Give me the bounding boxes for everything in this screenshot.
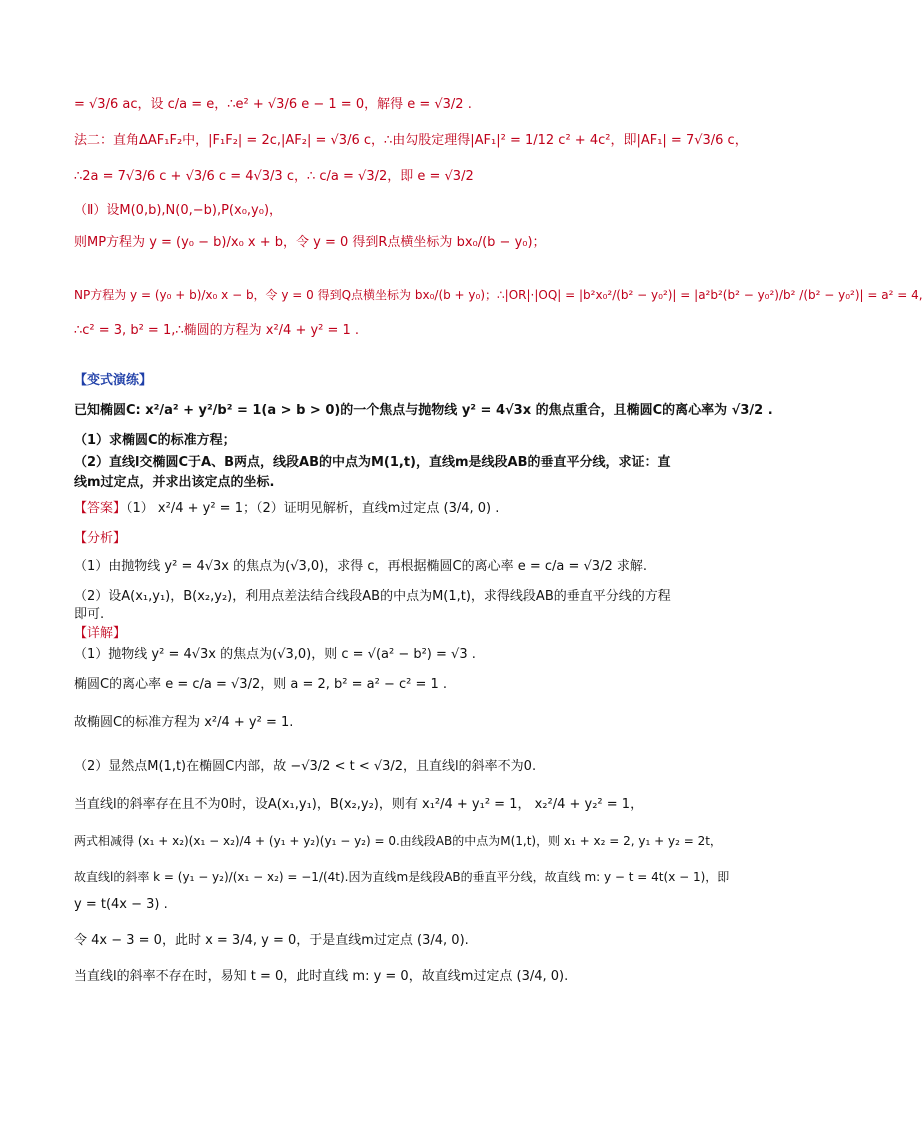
problem-q1: （1）求椭圆C的标准方程； — [74, 433, 236, 448]
variant-heading: 【变式演练】 — [74, 373, 153, 388]
analysis-tag: 【分析】 — [74, 531, 127, 546]
detail-5: 当直线l的斜率存在且不为0时，设A(x₁,y₁)，B(x₂,y₂)，则有 x₁²/4 + y₁² = 1， x₂²/4 + y₂² = 1， — [74, 797, 644, 812]
detail-4: （2）显然点M(1,t)在椭圆C内部，故 −√3/2 < t < √3/2，且直线l的斜率不为0. — [74, 759, 537, 774]
analysis-1: （1）由抛物线 y² = 4√3x 的焦点为(√3,0)，求得 c，再根据椭圆C的离心率 e = c/a = √3/2 求解. — [74, 559, 647, 574]
problem-line-1: 已知椭圆C: x²/a² + y²/b² = 1(a > b > 0)的一个焦点与抛物线 y² = 4√3x 的焦点重合，且椭圆C的离心率为 √3/2 . — [74, 403, 773, 418]
detail-9: 令 4x − 3 = 0，此时 x = 3/4, y = 0，于是直线m过定点 (3/4, 0). — [74, 933, 469, 948]
solution-line-3: ∴2a = 7√3/6 c + √3/6 c = 4√3/3 c，∴ c/a = √3/2，即 e = √3/2 — [74, 169, 474, 184]
solution-np-line: NP方程为 y = (y₀ + b)/x₀ x − b，令 y = 0 得到Q点横坐标为 bx₀/(b + y₀)；∴|OR|·|OQ| = |b²x₀²/(b² − y₀²)| = |a²b²(b² − y₀²)/b² /(b² − y₀²)| = a² = 4, — [74, 288, 923, 302]
problem-q2-line-2: 线m过定点，并求出该定点的坐标. — [74, 475, 275, 490]
solution-mp-line: 则MP方程为 y = (y₀ − b)/x₀ x + b，令 y = 0 得到R点横坐标为 bx₀/(b − y₀)； — [74, 235, 546, 250]
detail-3: 故椭圆C的标准方程为 x²/4 + y² = 1. — [74, 715, 294, 730]
solution-final-line: ∴c² = 3, b² = 1,∴椭圆的方程为 x²/4 + y² = 1 . — [74, 323, 360, 338]
detail-10: 当直线l的斜率不存在时，易知 t = 0，此时直线 m: y = 0，故直线m过定点 (3/4, 0). — [74, 969, 569, 984]
answer-text: （1） x²/4 + y² = 1；（2）证明见解析，直线m过定点 (3/4, 0) . — [126, 501, 500, 516]
analysis-2b: 即可. — [74, 607, 105, 622]
analysis-2a: （2）设A(x₁,y₁)，B(x₂,y₂)，利用点差法结合线段AB的中点为M(1,t)，求得线段AB的垂直平分线的方程 — [74, 589, 671, 604]
detail-tag: 【详解】 — [74, 626, 127, 641]
detail-2: 椭圆C的离心率 e = c/a = √3/2，则 a = 2, b² = a² − c² = 1 . — [74, 677, 448, 692]
detail-7: 故直线l的斜率 k = (y₁ − y₂)/(x₁ − x₂) = −1/(4t).因为直线m是线段AB的垂直平分线，故直线 m: y − t = 4t(x − 1)，即 — [74, 870, 730, 884]
answer-row — [74, 500, 499, 518]
detail-1: （1）抛物线 y² = 4√3x 的焦点为(√3,0)，则 c = √(a² − b²) = √3 . — [74, 647, 476, 662]
solution-line-1: = √3/6 ac，设 c/a = e，∴e² + √3/6 e − 1 = 0，解得 e = √3/2 . — [74, 97, 472, 112]
solution-method2-line: 法二：直角ΔAF₁F₂中，|F₁F₂| = 2c,|AF₂| = √3/6 c，∴由勾股定理得|AF₁|² = 1/12 c² + 4c²，即|AF₁| = 7√3/6 c， — [74, 133, 748, 148]
answer-tag: 【答案】 — [74, 501, 127, 516]
solution-part2-setup: （Ⅱ）设M(0,b),N(0,−b),P(x₀,y₀)， — [74, 203, 283, 218]
detail-8: y = t(4x − 3) . — [74, 897, 168, 912]
problem-q2-line-1: （2）直线l交椭圆C于A、B两点，线段AB的中点为M(1,t)，直线m是线段AB的垂直平分线，求证：直 — [74, 455, 671, 470]
detail-6: 两式相减得 (x₁ + x₂)(x₁ − x₂)/4 + (y₁ + y₂)(y₁ − y₂) = 0.由线段AB的中点为M(1,t)，则 x₁ + x₂ = 2, y₁ + y₂ = 2t， — [74, 834, 722, 848]
